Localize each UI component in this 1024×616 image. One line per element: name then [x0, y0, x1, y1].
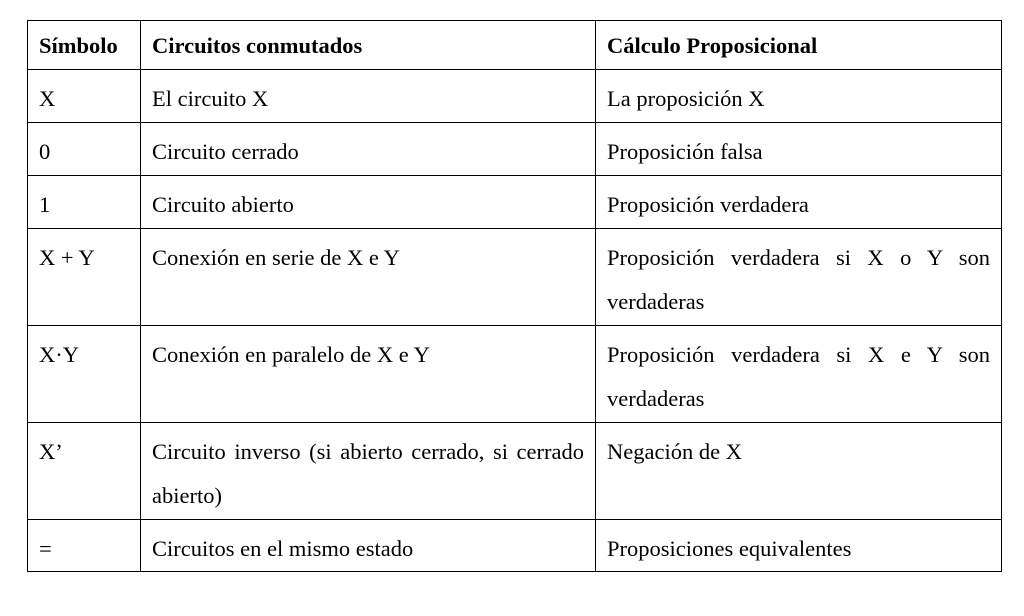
header-switched-circuits: Circuitos conmutados — [141, 21, 596, 70]
table-row — [28, 520, 1002, 572]
circuit-cell: Circuitos en el mismo estado — [141, 520, 596, 572]
table-row — [28, 326, 1002, 423]
proposition-cell: Proposición falsa — [596, 123, 1002, 176]
circuit-cell: Conexión en paralelo de X e Y — [141, 326, 596, 423]
symbol-cell: 1 — [28, 176, 141, 229]
table-row — [28, 176, 1002, 229]
symbol-cell: X·Y — [28, 326, 141, 423]
circuit-cell: Circuito abierto — [141, 176, 596, 229]
symbol-cell: X — [28, 70, 141, 123]
symbol-cell: 0 — [28, 123, 141, 176]
table-row — [28, 229, 1002, 326]
circuit-cell: El circuito X — [141, 70, 596, 123]
table-container — [27, 20, 1001, 572]
circuit-logic-table — [27, 20, 1002, 572]
proposition-cell: Proposiciones equivalentes — [596, 520, 1002, 572]
proposition-cell: Negación de X — [596, 423, 1002, 520]
symbol-cell: = — [28, 520, 141, 572]
circuit-cell: Conexión en serie de X e Y — [141, 229, 596, 326]
header-propositional-calculus: Cálculo Proposicional — [596, 21, 1002, 70]
table-header-row — [28, 21, 1002, 70]
proposition-cell: La proposición X — [596, 70, 1002, 123]
circuit-cell: Circuito inverso (si abierto cerrado, si cerrado abierto) — [141, 423, 596, 520]
symbol-cell: X’ — [28, 423, 141, 520]
header-symbol: Símbolo — [28, 21, 141, 70]
table-row — [28, 423, 1002, 520]
symbol-cell: X + Y — [28, 229, 141, 326]
proposition-cell: Proposición verdadera si X e Y son verdaderas — [596, 326, 1002, 423]
table-row — [28, 123, 1002, 176]
circuit-cell: Circuito cerrado — [141, 123, 596, 176]
proposition-cell: Proposición verdadera — [596, 176, 1002, 229]
table-row — [28, 70, 1002, 123]
proposition-cell: Proposición verdadera si X o Y son verdaderas — [596, 229, 1002, 326]
